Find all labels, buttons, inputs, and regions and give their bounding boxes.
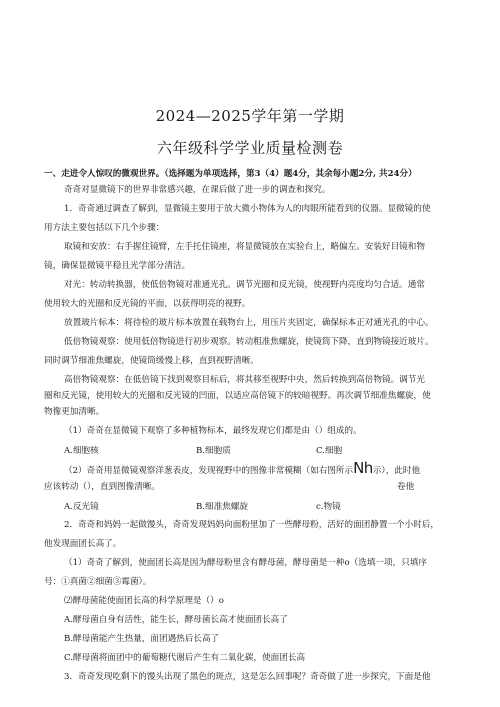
q1-1-option-c: C.细胞 [316,446,343,456]
q1-2-option-a: A.反光镜 [64,502,99,512]
question-1-2-text [64,459,421,477]
exam-paper-title: 六年级科学学业质量检测卷 [156,139,343,157]
question-3-text: 3．奇奇发现吃剩下的馒头出现了黑色的斑点，这是怎么回事呢？奇奇做了进一步探究，下面是他 [64,672,431,682]
question-1-2-text-end: 示），此时他 [372,466,421,476]
question-1-2-figure-mark: Nh [353,459,373,477]
q2-2-option-c: C.酵母菌将面团中的葡萄糖代谢后产生有二氧化碳，使面团长高 [64,653,306,663]
question-2-text-cont: 他发现面团长高了。 [44,539,122,549]
intro-text: 奇奇对显微镜下的世界非常感兴趣，在课后做了进一步的调查和探究。 [64,185,331,195]
question-1-2-text-cont: 应该转动（），直到图像清晰。 [44,482,161,492]
step-4-text-cont: 同时调节细准焦螺旋，使镜筒缓慢上移，直到视野清晰。 [44,356,259,366]
question-2-2-text: ⑵酵母菌能使面团长高的科学原理是（）o [64,596,224,606]
q1-2-option-b: B.细准焦螺旋 [196,502,249,512]
step-5-text-cont2: 物像更加清晰。 [44,407,105,417]
exam-term-title: 2024—2025学年第一学期 [155,107,345,125]
step-3-text: 放置玻片标本：将待检的玻片标本放置在载物台上，用压片夹固定，确保标本正对通光孔的中心。 [64,318,434,328]
step-5-text: 高倍物镜观察：在低倍镜下找到观察目标后，将其移至视野中央，然后转换到高倍物镜。调节光 [64,375,425,385]
q2-2-option-b: B.酵母菌能产生热量，面团遇热后长高了 [64,634,220,644]
question-1-2-text-start: （2）奇奇用显微镜观察洋葱表皮，发现视野中的图像非常模糊（如右图所示 [64,466,354,476]
section-1-heading: 一、走进令人惊叹的微观世界。（选择题为单项选择，第3（4）题4分，其余每小题2分, 共24分） [44,169,417,179]
step-5-text-cont: 圈和反光镜，使用较大的光圈和反光镜的凹面，以适应高倍镜下的较暗视野。再次调节细准焦螺旋，使 [44,391,431,401]
q2-2-option-a: A.酵母菌自身有活性，能生长，酵母菌长高才使面团长高了 [64,615,288,625]
step-4-text: 低倍物镜观察：使用低倍物镜进行初步观察。转动粗准焦螺旋，使镜筒下降，直到物镜接近玻片。 [64,337,434,347]
step-1-text-cont: 镜，确保显微镜平稳且光学部分清洁。 [44,261,191,271]
question-1-2-side-note: 卷他 [397,482,415,492]
step-2-text-cont: 使用较大的光圈和反光镜的平面，以获得明亮的视野。 [44,299,251,309]
question-2-1-text: （1）奇奇了解到，使面团长高是因为酵母粉里含有酵母菌，酵母菌是一种o（选填一项，只填序 [64,558,427,568]
question-1-1-text: （1）奇奇在显微镜下观察了多种植物标本，最终发现它们都是由（）组成的。 [64,426,362,436]
step-1-text: 取镜和安放：右手握住镜臂，左手托住镜座，将显微镜放在实验台上，略偏左。安装好目镜和物 [64,242,425,252]
q1-2-option-c: c.物镜 [316,502,341,512]
step-2-text: 对光：转动转换器，使低倍物镜对准通光孔。调节光圈和反光镜，使视野内亮度均匀合适。通常 [64,280,425,290]
question-1-text: 1．奇奇通过调查了解到，显微镜主要用于放大微小物体为人的肉眼所能看到的仪器。显微镜的使 [64,204,431,214]
q1-1-option-b: B.细胞质 [196,446,231,456]
question-2-1-text-cont: 号：①真菌②细菌③霉菌）。 [44,577,152,587]
question-1-text-cont: 用方法主要包括以下几个步骤： [44,223,165,233]
q1-1-option-a: A.细胞核 [64,446,99,456]
question-2-text: 2．奇奇和妈妈一起做馒头，奇奇发现妈妈向面粉里加了一些酵母粉，活好的面团静置一个小时后， [64,520,440,530]
